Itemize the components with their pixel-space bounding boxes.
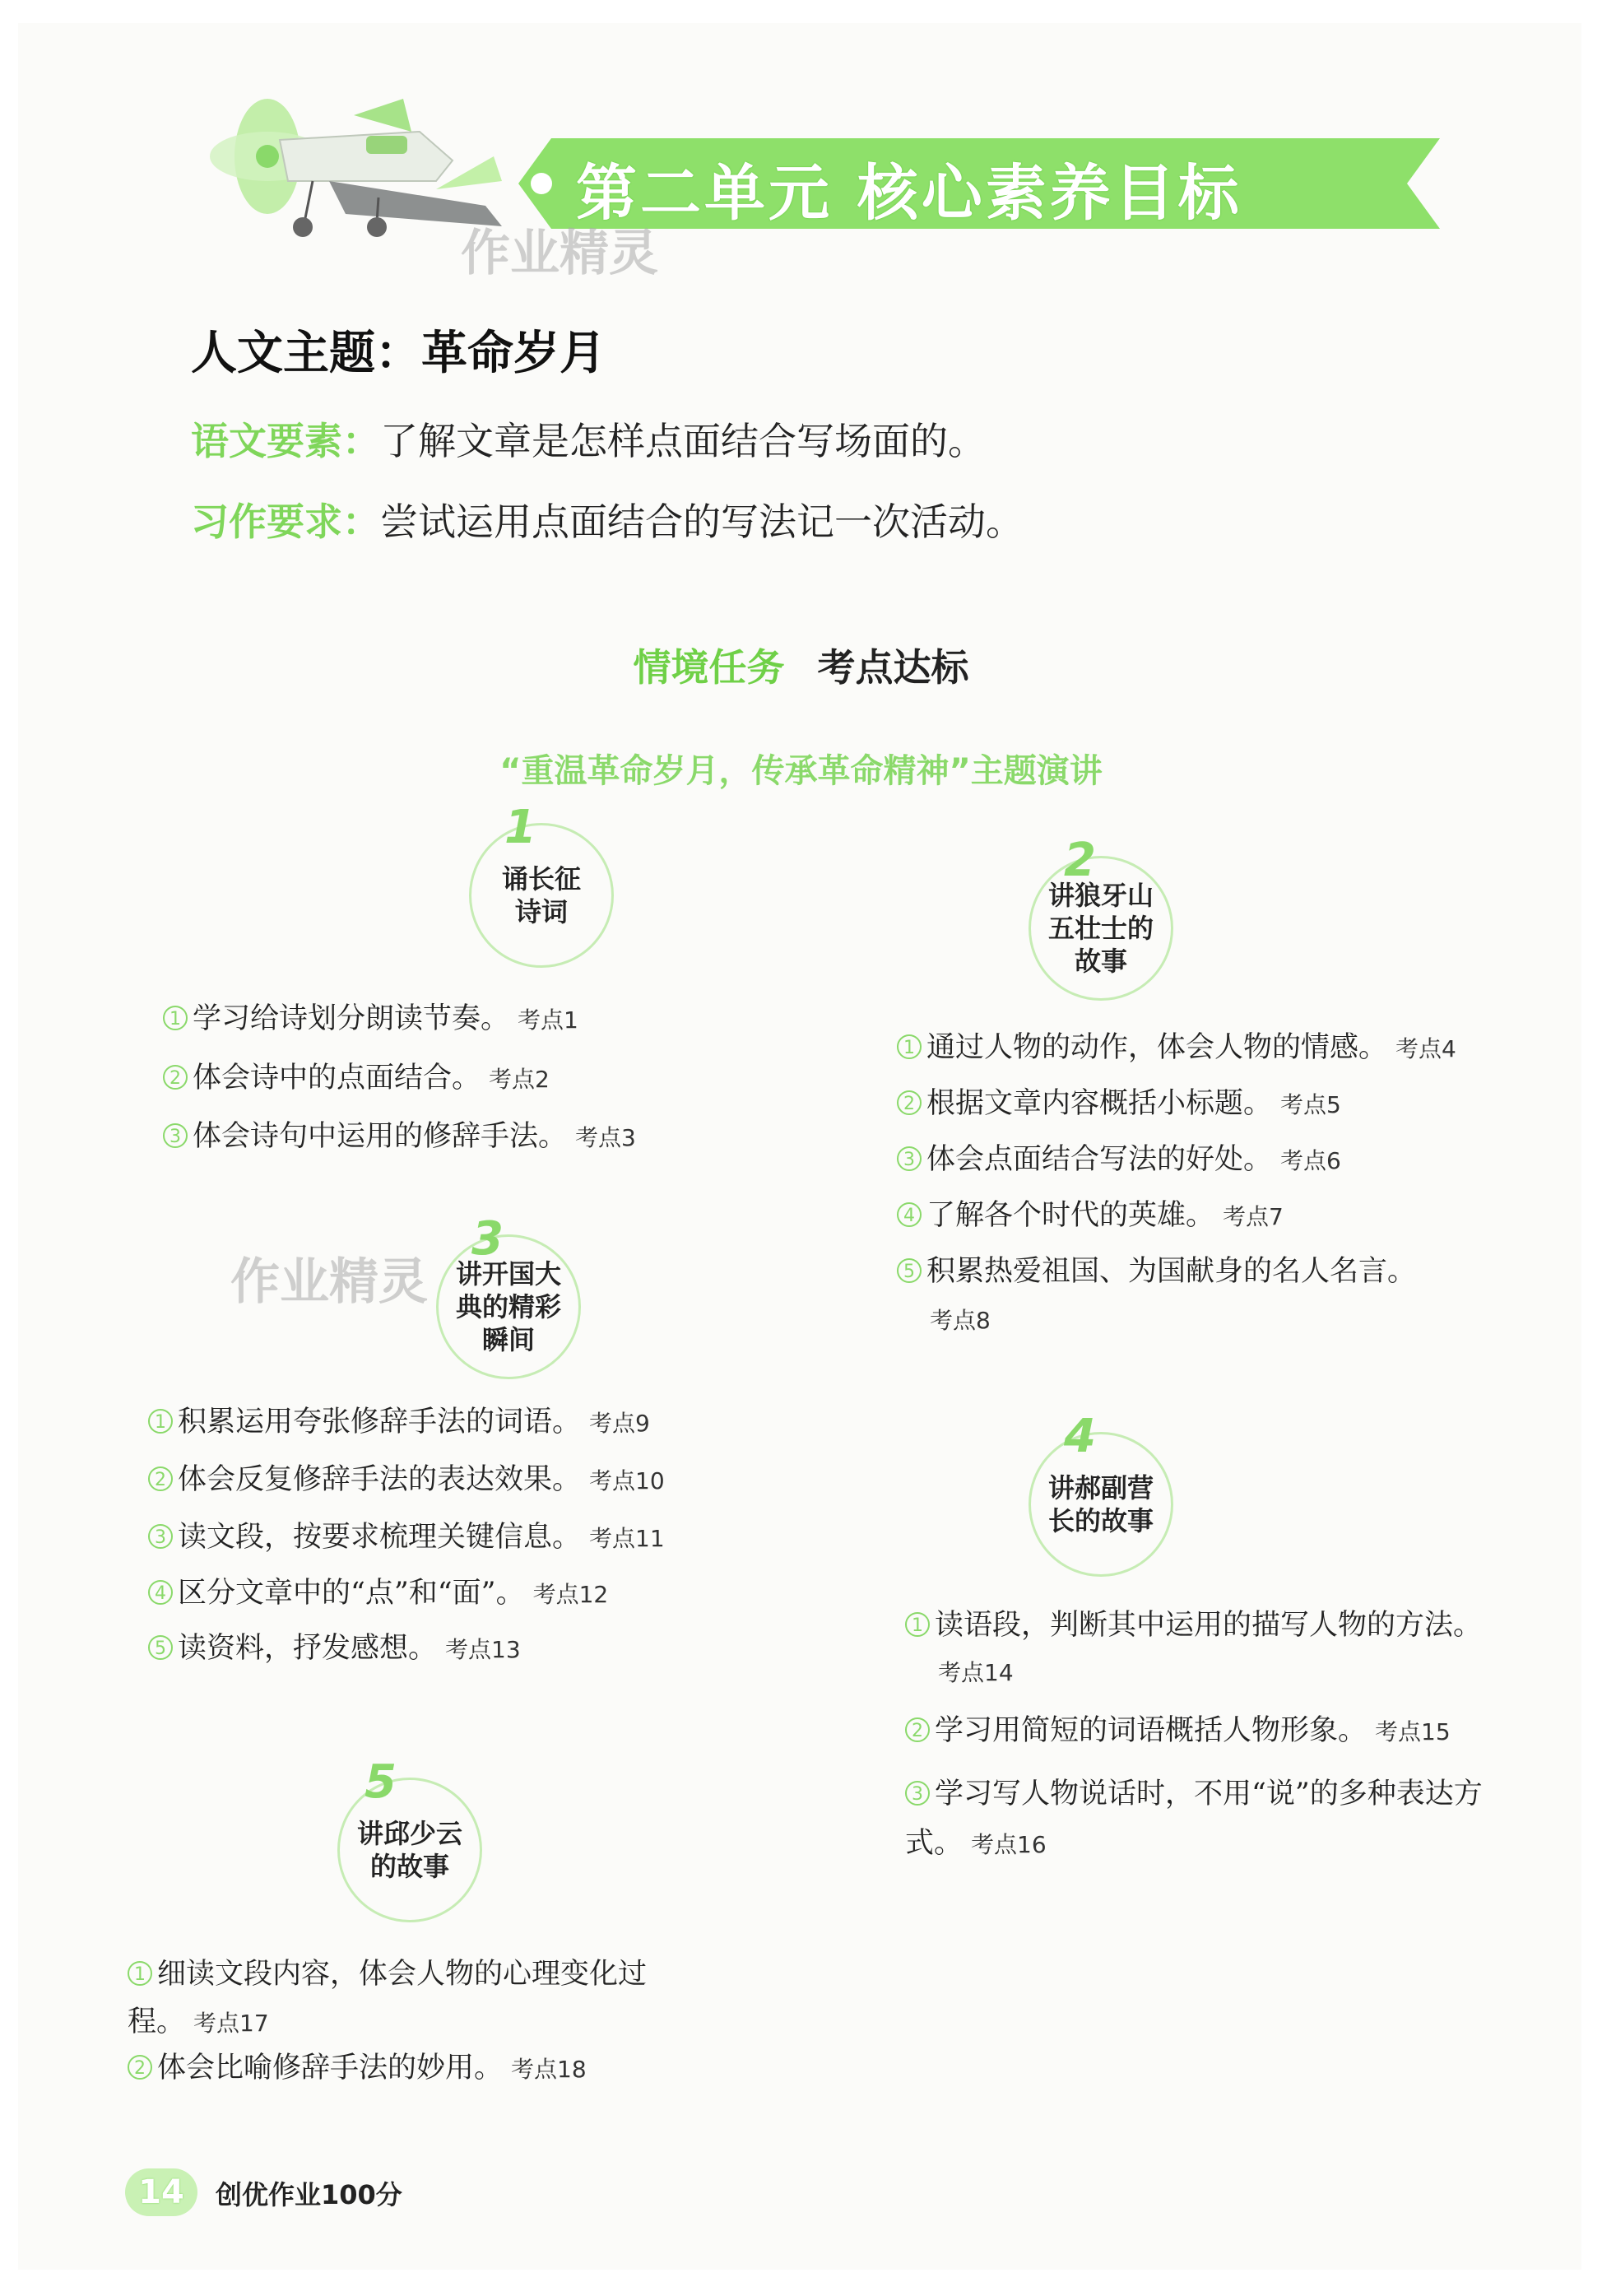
list-item — [905, 1712, 1451, 1751]
list-item — [148, 1629, 521, 1669]
list-item — [905, 1769, 1539, 1870]
item-marker: 2 — [128, 2055, 152, 2080]
exam-point-tag: 考点15 — [1375, 1718, 1451, 1745]
exam-point-tag: 考点5 — [1280, 1091, 1341, 1118]
exam-point-tag: 考点9 — [589, 1410, 650, 1437]
list-item — [148, 1518, 665, 1558]
watermark-middle: 作业精灵 — [230, 1253, 428, 1311]
exam-point-tag: 考点11 — [589, 1525, 665, 1552]
item-marker: 1 — [128, 1961, 152, 1986]
requirement-text: 尝试运用点面结合的写法记一次活动。 — [380, 500, 1024, 544]
task-badge-2 — [1029, 834, 1173, 1001]
item-text: 体会比喻修辞手法的妙用。 — [157, 2052, 504, 2085]
item-text: 体会诗中的点面结合。 — [193, 1062, 481, 1095]
watermark-top: 作业精灵 — [461, 225, 658, 282]
exam-point-tag: 考点10 — [589, 1467, 665, 1494]
exam-point-tag: 考点8 — [930, 1307, 991, 1334]
list-item — [148, 1574, 608, 1614]
item-text: 读语段，判断其中运用的描写人物的方法。 — [935, 1609, 1483, 1642]
list-item — [163, 1059, 550, 1099]
exam-point-tag: 考点16 — [971, 1831, 1047, 1858]
item-text: 细读文段内容，体会人物的心理变化过程。 — [128, 1958, 648, 2038]
item-marker: 4 — [148, 1580, 173, 1605]
task-title: 诵长征诗词 — [501, 863, 581, 927]
task-badge-5 — [337, 1755, 482, 1922]
task-badge-1 — [469, 801, 614, 968]
item-text: 积累运用夸张修辞手法的词语。 — [178, 1406, 582, 1438]
item-marker: 3 — [148, 1524, 173, 1549]
humanities-theme — [191, 317, 606, 383]
list-item — [905, 1606, 1482, 1644]
list-item — [148, 1461, 665, 1500]
requirement-writing — [191, 492, 1024, 546]
item-text: 读文段，按要求梳理关键信息。 — [178, 1521, 582, 1554]
exam-point-tag: 考点6 — [1280, 1147, 1341, 1174]
requirement-label: 语文要素： — [191, 419, 380, 463]
item-marker: 1 — [148, 1409, 173, 1434]
item-text: 体会诗句中运用的修辞手法。 — [193, 1120, 568, 1153]
exam-point-tag: 考点7 — [1223, 1203, 1284, 1230]
theme-value: 革命岁月 — [421, 326, 606, 380]
exam-point-tag: 考点3 — [575, 1124, 636, 1151]
item-text: 通过人物的动作，体会人物的情感。 — [926, 1031, 1388, 1064]
section-subtitle: “重温革命岁月，传承革命精神”主题演讲 — [499, 752, 1103, 790]
item-text: 体会反复修辞手法的表达效果。 — [178, 1463, 582, 1496]
list-item — [128, 1950, 654, 2047]
item-marker: 3 — [905, 1781, 930, 1806]
list-item — [163, 1118, 636, 1157]
item-text: 读资料，抒发感想。 — [178, 1632, 438, 1665]
item-marker: 2 — [148, 1466, 173, 1491]
exam-point-tag: 考点1 — [518, 1006, 578, 1034]
list-item — [897, 1141, 1341, 1180]
item-marker: 1 — [163, 1006, 188, 1030]
item-text: 积累热爱祖国、为国献身的名人名言。 — [926, 1255, 1417, 1288]
task-badge-4 — [1029, 1410, 1173, 1577]
item-text: 根据文章内容概括小标题。 — [926, 1087, 1273, 1120]
list-item — [897, 1253, 1416, 1290]
page-number: 14 — [125, 2168, 197, 2216]
task-title: 讲邱少云的故事 — [356, 1818, 462, 1882]
section-heading-green: 情境任务 — [633, 645, 785, 690]
task-title: 讲开国大典的精彩瞬间 — [455, 1258, 561, 1355]
exam-point-tag: 考点4 — [1395, 1035, 1456, 1062]
item-marker: 5 — [148, 1635, 173, 1660]
item-text: 了解各个时代的英雄。 — [926, 1199, 1215, 1232]
item-marker: 3 — [163, 1123, 188, 1148]
section-heading-dark: 考点达标 — [817, 645, 969, 690]
exam-point-tag: 考点17 — [193, 2010, 269, 2037]
exam-point-tag: 考点14 — [938, 1659, 1014, 1686]
task-number: 2 — [1064, 834, 1096, 887]
task-number: 1 — [504, 801, 536, 854]
item-marker: 3 — [897, 1146, 922, 1171]
item-marker: 2 — [905, 1717, 930, 1742]
requirement-language — [191, 411, 986, 466]
requirement-label: 习作要求： — [191, 500, 380, 544]
list-item — [128, 2049, 587, 2089]
list-item — [897, 1085, 1341, 1124]
item-marker: 4 — [897, 1202, 922, 1227]
item-marker: 2 — [897, 1090, 922, 1115]
requirement-text: 了解文章是怎样点面结合写场面的。 — [380, 419, 986, 463]
theme-label: 人文主题： — [191, 326, 421, 380]
exam-point-tag: 考点18 — [511, 2056, 587, 2083]
item-marker: 1 — [897, 1034, 922, 1059]
task-title: 讲狼牙山五壮士的故事 — [1047, 880, 1154, 977]
item-marker: 2 — [163, 1065, 188, 1090]
list-item — [897, 1029, 1456, 1068]
task-badge-3 — [436, 1212, 581, 1379]
task-title: 讲郝副营长的故事 — [1047, 1472, 1154, 1536]
list-item — [148, 1403, 650, 1443]
task-number: 4 — [1064, 1410, 1096, 1463]
task-number: 5 — [365, 1755, 397, 1809]
task-number: 3 — [471, 1212, 504, 1266]
item-text: 区分文章中的“点”和“面”。 — [178, 1577, 525, 1610]
item-text: 学习写人物说话时，不用“说”的多种表达方式。 — [905, 1778, 1483, 1860]
unit-title: 第二单元 核心素养目标 — [576, 158, 1242, 229]
item-text: 体会点面结合写法的好处。 — [926, 1143, 1273, 1176]
list-item — [897, 1197, 1284, 1236]
book-title: 创优作业100分 — [216, 2179, 402, 2210]
exam-point-tag: 考点12 — [532, 1581, 609, 1608]
list-item — [163, 1000, 578, 1039]
section-heading — [0, 638, 1602, 692]
exam-point-tag: 考点13 — [445, 1636, 521, 1663]
item-marker: 5 — [897, 1258, 922, 1283]
exam-point-tag: 考点2 — [489, 1066, 550, 1093]
item-text: 学习给诗划分朗读节奏。 — [193, 1002, 510, 1035]
item-marker: 1 — [905, 1612, 930, 1637]
item-text: 学习用简短的词语概括人物形象。 — [935, 1714, 1368, 1747]
